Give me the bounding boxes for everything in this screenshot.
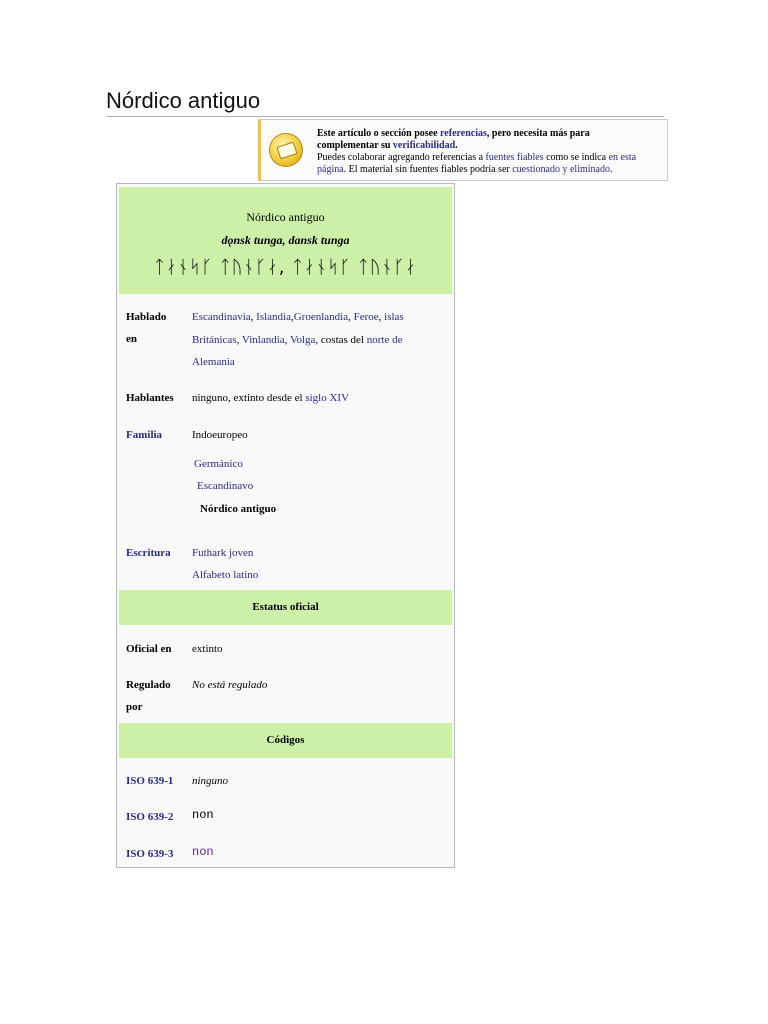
family-leaf: Nórdico antiguo	[200, 503, 277, 515]
official-in-value: extinto	[192, 643, 223, 655]
regulated-by-label: Regulado por	[126, 679, 171, 713]
family-label-link[interactable]: Familia	[126, 429, 163, 441]
spoken-in-value: Escandinavia, Islandia,Groenlandia, Feroe, islas Británicas, Vinlandia, Volga, costas del norte de Alemania	[192, 311, 404, 368]
siglo-xiv-link[interactable]: siglo XIV	[305, 392, 350, 404]
language-name: Nórdico antiguo	[246, 210, 325, 224]
references-notice	[258, 119, 668, 181]
book-medal-icon	[269, 133, 303, 167]
feroe-link[interactable]: Feroe	[353, 311, 379, 323]
regulated-by-value: No está regulado	[192, 679, 268, 691]
family-root: Indoeuropeo	[192, 429, 248, 441]
language-infobox	[116, 183, 455, 868]
verificabilidad-link[interactable]: verificabilidad	[392, 140, 456, 151]
spoken-in-label: Hablado en	[126, 311, 167, 345]
germanico-link[interactable]: Germánico	[194, 458, 243, 470]
futhark-joven-link[interactable]: Futhark joven	[192, 547, 254, 559]
pagina-link[interactable]: página	[317, 164, 344, 175]
speakers-value: ninguno, extinto desde el siglo XIV	[192, 392, 350, 404]
notice-text: Este artículo o sección posee referencias, pero necesita más para complementar su verificabilidad. Puedes colaborar agregando referencias a fuentes fiables como se indica en esta página. El material sin fuentes fiables podría ser cuestionado y eliminado.	[317, 128, 637, 175]
alfabeto-latino-link[interactable]: Alfabeto latino	[192, 569, 259, 581]
iso-639-3-link[interactable]: ISO 639-3	[126, 848, 174, 860]
iso-639-3-value-link[interactable]: non	[192, 845, 214, 859]
escandinavia-link[interactable]: Escandinavia	[192, 311, 251, 323]
title-divider	[106, 116, 664, 117]
volga-link[interactable]: Volga	[289, 333, 316, 346]
escandinavo-link[interactable]: Escandinavo	[197, 480, 254, 492]
islas-britanicas-link[interactable]: islas Británicas	[192, 311, 404, 346]
runic-name: ᛏᛅᚾᛋᚴ ᛏᚢᚾᚴᛅ, ᛏᛅᚾᛋᚴ ᛏᚢᚾᚴᛅ	[154, 257, 417, 278]
page-title: Nórdico antiguo	[106, 88, 261, 113]
cuestionado-link[interactable]: cuestionado y eliminado	[512, 164, 610, 175]
islandia-link[interactable]: Islandia	[256, 311, 291, 323]
speakers-label: Hablantes	[126, 392, 174, 404]
codes-header: Códigos	[119, 723, 452, 758]
iso-639-2-value: non	[192, 808, 214, 822]
groenlandia-link[interactable]: Groenlandia	[293, 311, 349, 323]
iso-639-2-link[interactable]: ISO 639-2	[126, 811, 174, 823]
iso-639-1-link[interactable]: ISO 639-1	[126, 775, 174, 787]
iso-639-1-value: ninguno	[192, 775, 229, 787]
official-in-label: Oficial en	[126, 643, 172, 655]
infobox-header	[119, 187, 452, 294]
official-status-header: Estatus oficial	[119, 590, 452, 625]
norte-de-alemania-link[interactable]: norte de Alemania	[192, 333, 403, 368]
en-esta-pagina-link[interactable]: en esta	[608, 152, 637, 163]
native-name: dǫnsk tunga, dansk tunga	[221, 233, 350, 247]
vinlandia-link[interactable]: Vinlandia	[241, 333, 285, 346]
fuentes-fiables-link[interactable]: fuentes fiables	[485, 152, 544, 163]
script-label-link[interactable]: Escritura	[126, 547, 171, 559]
referencias-link[interactable]: referencias	[440, 128, 487, 139]
